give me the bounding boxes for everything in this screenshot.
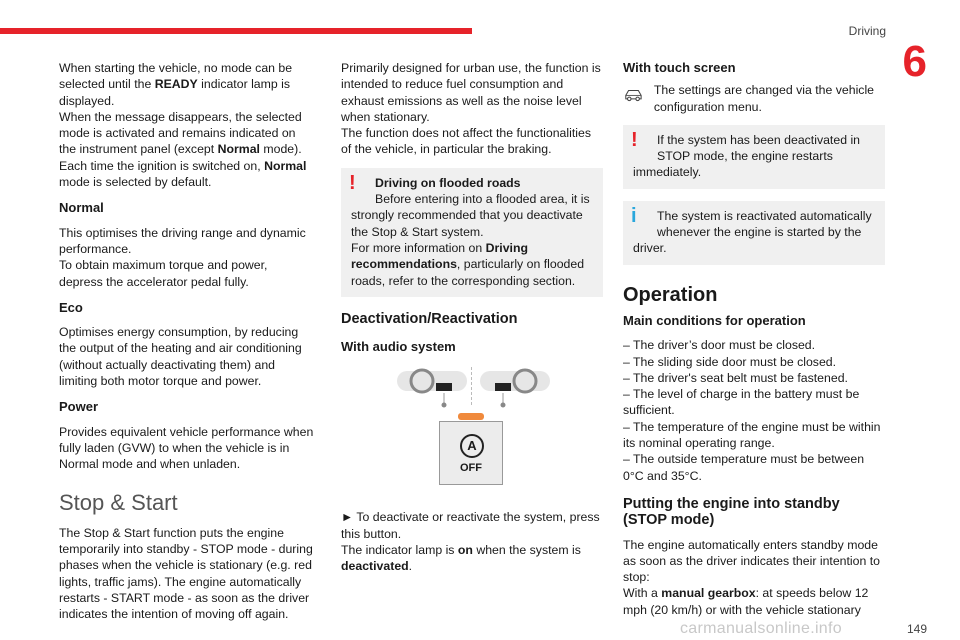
chapter-number: 6 — [902, 37, 927, 86]
page-number: 149 — [906, 622, 927, 636]
list-item: – The sliding side door must be closed. — [623, 354, 837, 369]
car-settings-icon — [623, 82, 644, 106]
off-label: OFF — [460, 462, 482, 475]
divider — [471, 367, 473, 405]
info-box-reactivated — [623, 201, 885, 265]
paragraph: Each time the ignition is switched on, Normal mode is selected by default. — [59, 158, 307, 190]
paragraph: Provides equivalent vehicle performance when fully laden (GVW) to when the vehicle is in Normal mode and when unladen. — [59, 424, 314, 472]
steering-wheel-icon — [396, 365, 468, 409]
paragraph: Primarily designed for urban use, the function is intended to reduce fuel consumption and exhaust emissions as well as the noise level when stationary. — [341, 61, 601, 124]
list-item: – The outside temperature must be between 0°C and 35°C. — [623, 452, 865, 483]
section-title: Driving — [848, 24, 886, 38]
paragraph: ► To deactivate or reactivate the system, press this button. — [341, 510, 600, 541]
watermark: carmanualsonline.info — [680, 620, 842, 637]
top-accent-bar — [0, 28, 472, 34]
heading-stop-start: Stop & Start — [59, 489, 178, 515]
steering-wheel-icon — [479, 365, 551, 409]
heading-deactivation: Deactivation/Reactivation — [341, 310, 518, 327]
heading-eco: Eco — [59, 299, 83, 315]
heading-main-conditions: Main conditions for operation — [623, 312, 806, 328]
heading-standby: Putting the engine into standby (STOP mode) — [623, 495, 840, 529]
heading-normal: Normal — [59, 200, 104, 216]
paragraph: With a manual gearbox: at speeds below 12 mph (20 km/h) or with the vehicle stationary — [623, 586, 869, 617]
paragraph: The engine automatically enters standby mode as soon as the driver indicates their intention to stop: — [623, 537, 881, 585]
list-item: – The temperature of the engine must be within its nominal operating range. — [623, 419, 881, 451]
paragraph: When the message disappears, the selected mode is activated and remains indicated on the instrument panel (except Normal mode). — [59, 109, 302, 157]
conditions-list — [623, 337, 885, 484]
paragraph: The indicator lamp is on when the system is deactivated. — [341, 543, 581, 574]
list-item: – The driver’s door must be closed. — [623, 338, 816, 353]
indicator-lamp — [458, 413, 484, 420]
heading-power: Power — [59, 399, 99, 415]
list-item: – The driver's seat belt must be fastened. — [623, 370, 848, 385]
button-illustration — [341, 365, 603, 495]
warning-text: Before entering into a flooded area, it is strongly recommended that you deactivate the Stop & Start system. — [351, 192, 590, 239]
warning-text: If the system has been deactivated in STOP mode, the engine restarts immediately. — [633, 132, 861, 180]
stop-start-letter: A — [460, 434, 484, 458]
paragraph: To obtain maximum torque and power, depress the accelerator pedal fully. — [59, 258, 268, 289]
column-1 — [59, 60, 314, 623]
stop-start-off-icon — [439, 421, 503, 485]
warning-icon: ! — [631, 128, 638, 151]
column-2 — [341, 60, 603, 575]
paragraph: When starting the vehicle, no mode can be selected until the READY indicator lamp is displayed. — [59, 61, 293, 108]
paragraph: Optimises energy consumption, by reducing the output of the heating and air conditioning (without actually deactivating them) and limiting both motor torque and power. — [59, 325, 302, 389]
warning-icon: ! — [349, 171, 356, 194]
column-3 — [623, 60, 885, 618]
warning-title: Driving on flooded roads — [375, 175, 521, 190]
paragraph: The Stop & Start function puts the engine temporarily into standby - STOP mode - during phases when the vehicle is stationary (e.g. red lights, traffic jams). The engine automatically restarts - START mode - as soon as the driver indicates the intention of moving off again. — [59, 525, 313, 622]
warning-box-flooded — [341, 168, 603, 297]
heading-operation: Operation — [623, 283, 718, 306]
heading-audio-system: With audio system — [341, 339, 456, 355]
paragraph: The function does not affect the functionalities of the vehicle, in particular the braking. — [341, 126, 591, 157]
warning-box-stop — [623, 125, 885, 189]
touch-screen-note — [623, 82, 885, 115]
list-item: – The level of charge in the battery must be sufficient. — [623, 387, 860, 418]
paragraph: The settings are changed via the vehicle configuration menu. — [653, 83, 875, 114]
paragraph: This optimises the driving range and dynamic performance. — [59, 225, 306, 256]
warning-text: For more information on Driving recommendations, particularly on flooded roads, refer to the corresponding section. — [351, 240, 585, 288]
heading-touch-screen: With touch screen — [623, 60, 736, 75]
info-icon: i — [631, 204, 637, 227]
info-text: The system is reactivated automatically whenever the engine is started by the driver. — [633, 208, 872, 256]
